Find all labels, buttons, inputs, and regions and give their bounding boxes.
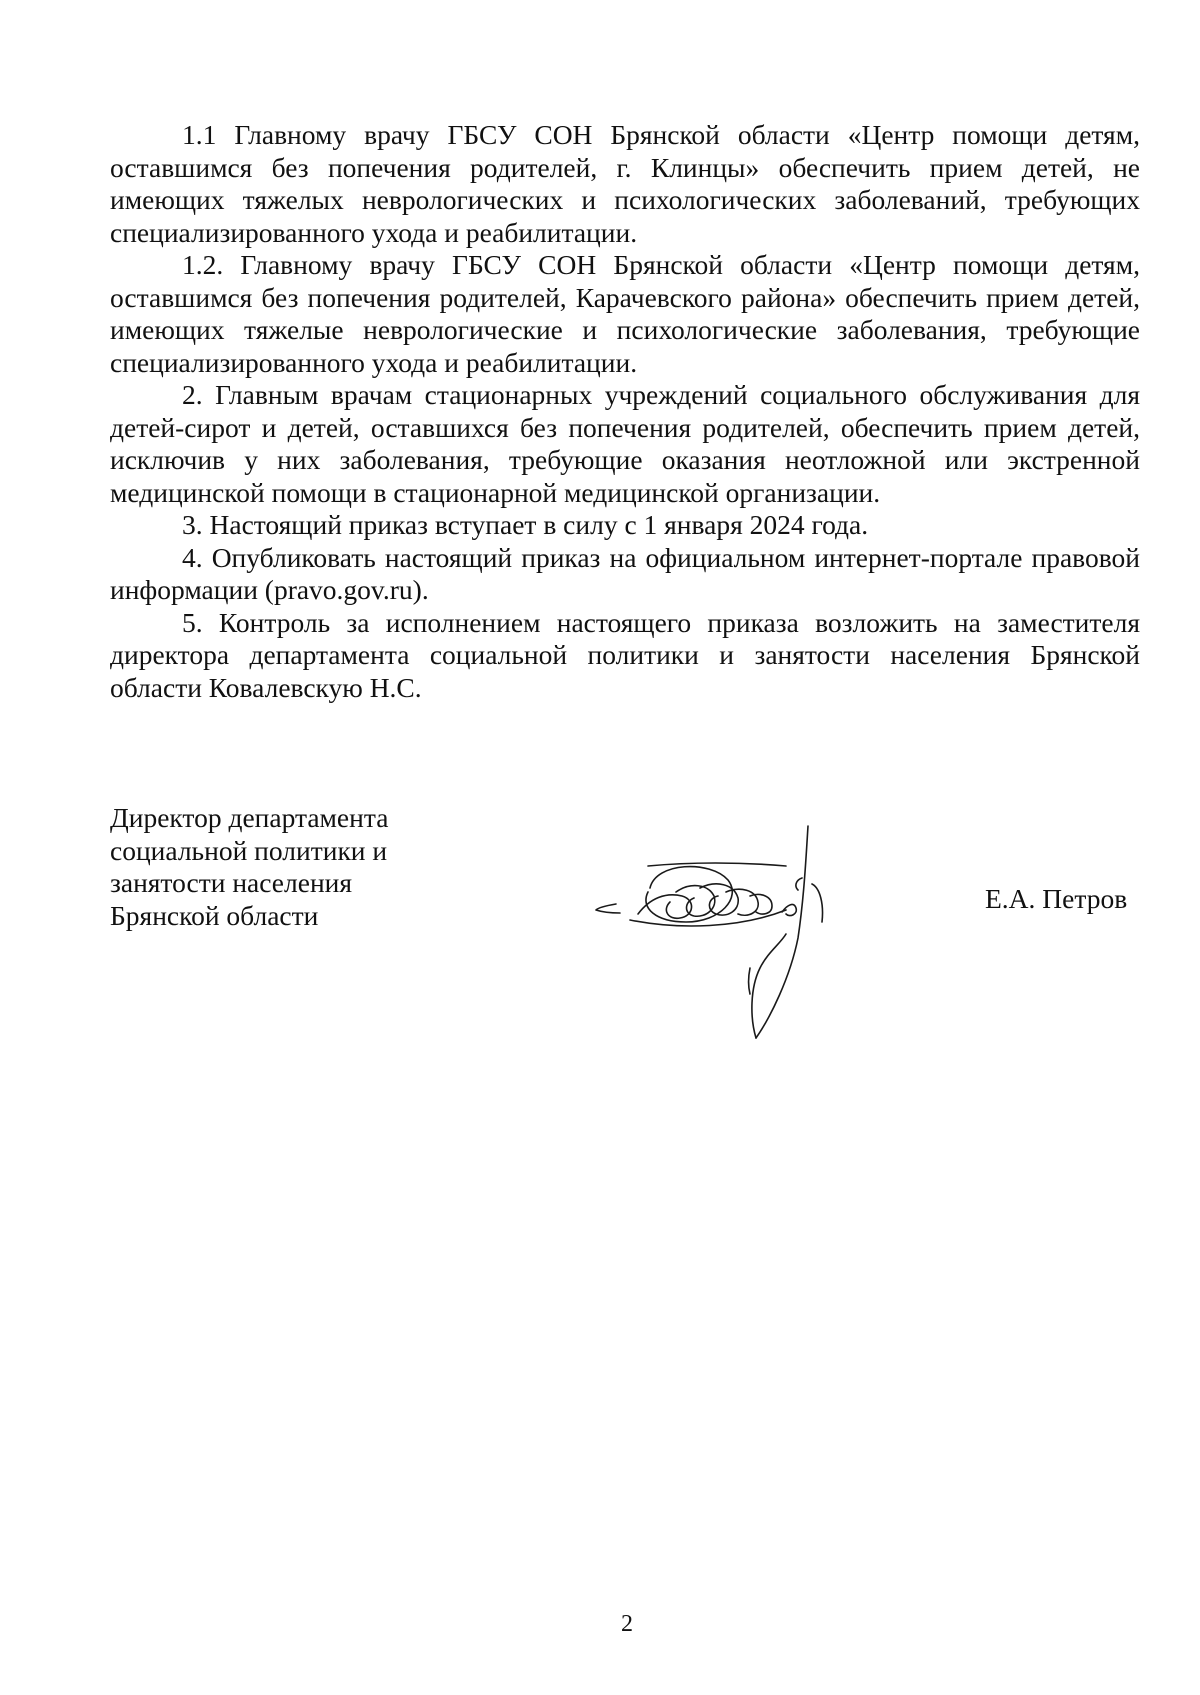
paragraph-1-1: 1.1 Главному врачу ГБСУ СОН Брянской области «Центр помощи детям, оставшимся без попечения родителей, г. Клинцы» обеспечить прием детей, не имеющих тяжелых неврологических и психологических заболеваний, требующих специализированного ухода и реабилитации.	[110, 119, 1140, 248]
signer-title-line: занятости населения	[110, 867, 353, 898]
handwritten-signature-icon	[590, 818, 870, 1048]
paragraph-1-2: 1.2. Главному врачу ГБСУ СОН Брянской области «Центр помощи детям, оставшимся без попечения родителей, Карачевского района» обеспечить прием детей, имеющих тяжелые неврологические и психологические заболевания, требующие специализированного ухода и реабилитации.	[110, 249, 1140, 378]
signer-name: Е.А. Петров	[985, 883, 1128, 914]
paragraph-3: 3. Настоящий приказ вступает в силу с 1 января 2024 года.	[182, 509, 869, 540]
page-number: 2	[621, 1611, 633, 1637]
document-body	[110, 119, 1140, 704]
paragraph-4: 4. Опубликовать настоящий приказ на официальном интернет-портале правовой информации (pravo.gov.ru).	[110, 541, 1140, 605]
signer-title	[110, 802, 510, 932]
signer-title-line: Брянской области	[110, 899, 319, 931]
paragraph-2: 2. Главным врачам стационарных учреждений социального обслуживания для детей-сирот и детей, оставшихся без попечения родителей, обеспечить прием детей, исключив у них заболевания, требующие оказания неотложной или экстренной медицинской помощи в стационарной медицинской организации.	[110, 379, 1140, 508]
signer-title-line: социальной политики и	[110, 834, 388, 866]
paragraph-5: 5. Контроль за исполнением настоящего приказа возложить на заместителя директора департамента социальной политики и занятости населения Брянской области Ковалевскую Н.С.	[110, 606, 1140, 703]
signer-title-line: Директор департамента	[110, 802, 389, 833]
